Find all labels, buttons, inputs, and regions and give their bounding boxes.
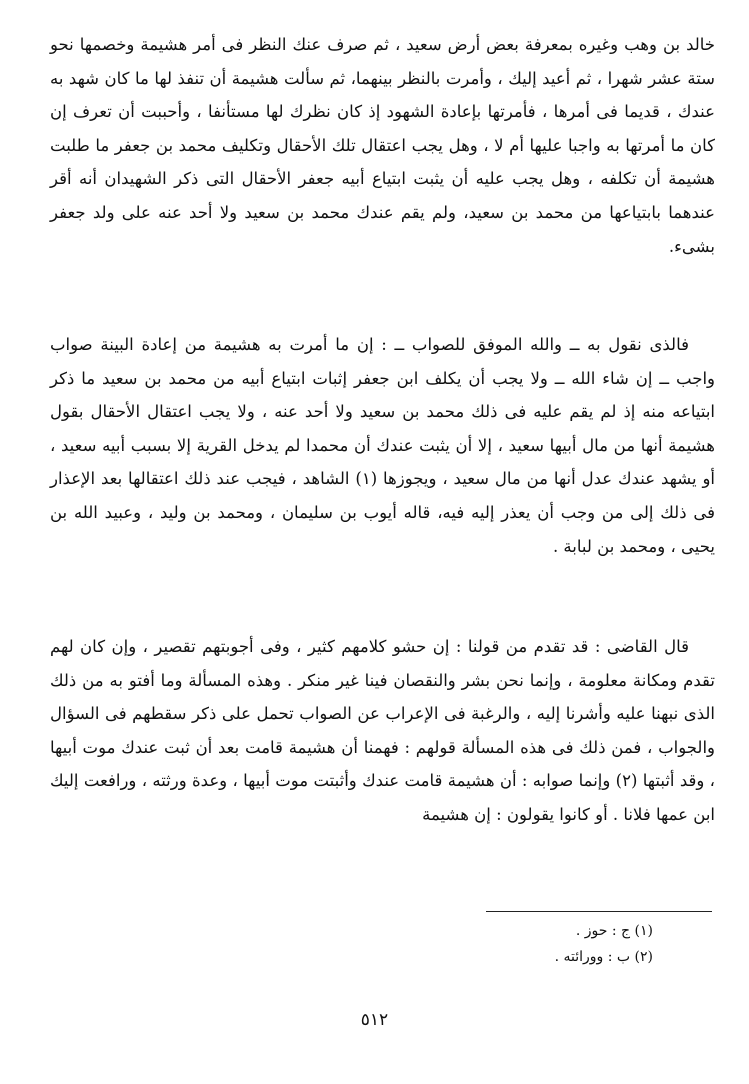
page-number: ٥١٢ xyxy=(360,1010,389,1030)
paragraph-text: قال القاضى : قد تقدم من قولنا : إن حشو كلامهم كثير ، وفى أجوبتهم تقصير ، وإن كان لهم تقدم ومكانة معلومة ، وإنما نحن بشر والنقصان فينا غير منكر . وهذه المسألة وما أفتو به من ذلك الذى نبهنا عليه وأشرنا إليه ، والرغبة فى الإعراب عن الصواب تحمل على ذكر سقطهم فى السؤال والجواب ، فمن ذلك فى هذه المسألة قولهم : فهمنا أن هشيمة قامت بعد أن ثبت عندك موت أبيها ، وقد أثبتها (٢) وإنما صوابه : أن هشيمة قامت عندك وأثبتت موت أبيها ، وعدة ورثته ، ورافعت إليك ابن عمها فلانا . أو كانوا يقولون : إن هشيمة xyxy=(50,637,715,824)
footnote-2: (٢) ب : وورائته . xyxy=(554,949,653,965)
paragraph-text: فالذى نقول به ــ والله الموفق للصواب ــ : إن ما أمرت به هشيمة من إعادة البينة صواب واجب ــ إن شاء الله ــ ولا يجب أن يكلف ابن جعفر إثبات ابتياع أبيه من محمد بن سعيد ما ذكر ابتياعه منه إذ لم يقم عليه فى ذلك محمد بن سعيد ولا أحد عنه ، ولا يجب اعتقال الأحقال بقول هشيمة أنها من مال أبيها سعيد ، إلا أن يثبت عندك أن محمدا لم يدخل القرية إلا بسبب أبيه سعيد ، أو يشهد عندك عدل أنها من مال سعيد ، ويجوزها (١) الشاهد ، فيجب عند ذلك اعتقالها بعد الإعذار فى ذلك إلى من وجب أن يعذر إليه فيه، قاله أيوب بن سليمان ، ومحمد بن وليد ، وعبيد الله بن يحيى ، ومحمد بن لبابة . xyxy=(50,335,715,556)
paragraph-text: خالد بن وهب وغيره بمعرفة بعض أرض سعيد ، ثم صرف عنك النظر فى أمر هشيمة وخصمها نحو ستة عشر شهرا ، ثم أعيد إليك ، وأمرت بالنظر بينهما، ثم سألت هشيمة أن تنفذ لها ما كان شهد به عندك ، قديما فى أمرها ، فأمرتها بإعادة الشهود إذ كان نظرك لها مستأنفا ، وأحببت أن تعرف إن كان ما أمرتها به واجبا عليها أم لا ، وهل يجب اعتقال تلك الأحقال وتكليف محمد بن جعفر ما طلبت هشيمة أن تكلفه ، وهل يجب عليه أن يثبت ابتياع أبيه جعفر الأحقال التى ذكر الشهيدان أنه أقر عندهما بابتياعها من محمد بن سعيد، ولم يقم عندك محمد بن سعيد ولا أحد عنه على ولد جعفر بشىء. xyxy=(50,35,715,256)
footnotes xyxy=(555,918,653,970)
footnote-1: (١) ج : حوز . xyxy=(575,923,653,939)
body-paragraph-1 xyxy=(50,28,715,263)
footnote-divider xyxy=(486,911,712,912)
body-paragraph-3 xyxy=(50,630,715,832)
body-paragraph-2 xyxy=(50,328,715,563)
